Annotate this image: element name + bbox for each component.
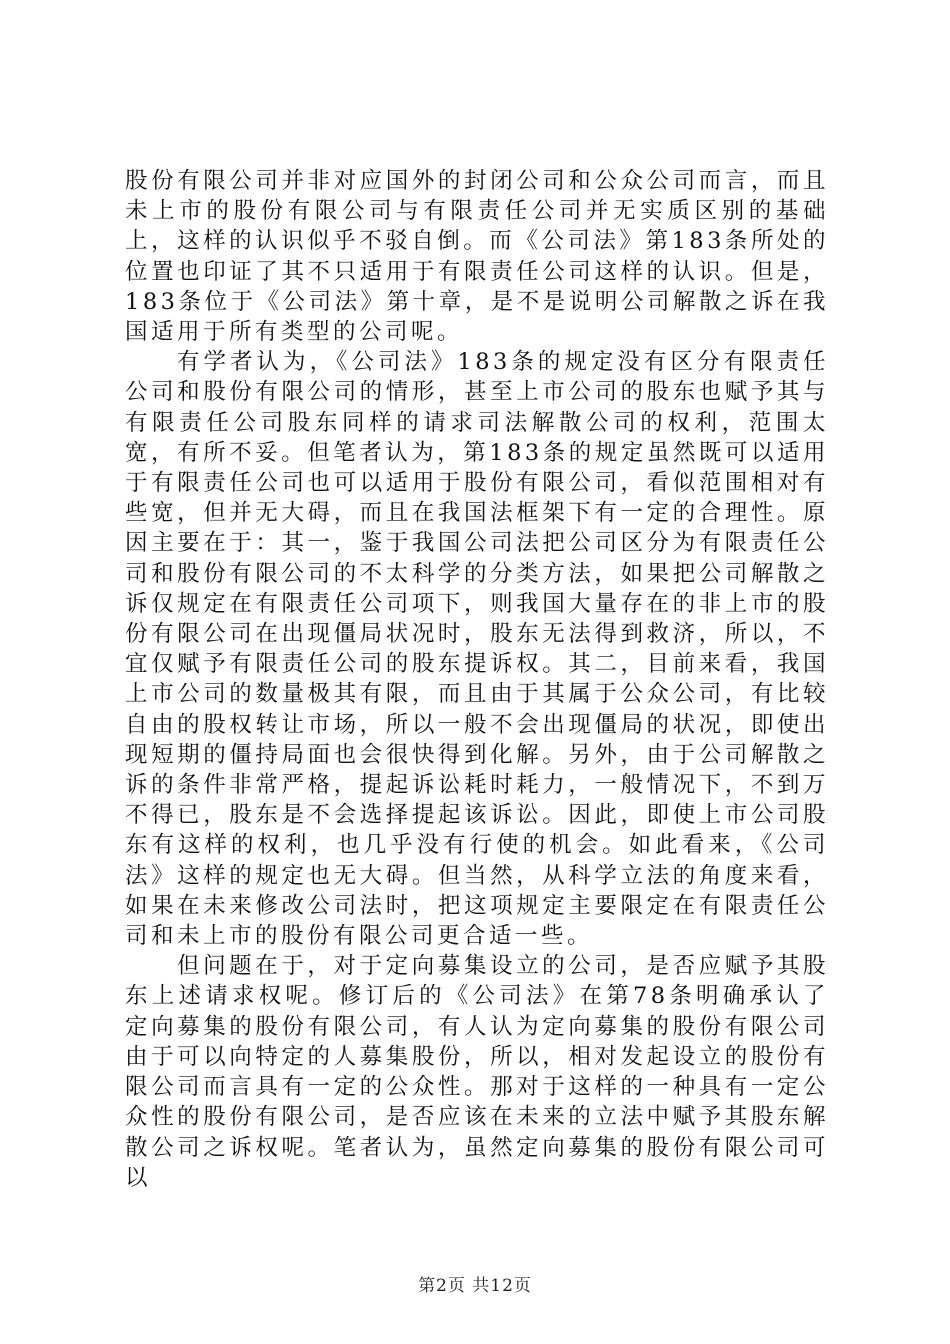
paragraph-3: 但问题在于，对于定向募集设立的公司，是否应赋予其股东上述请求权呢。修订后的《公司法》在第78条明确承认了定向募集的股份有限公司，有人认为定向募集的股份有限公司由于可以向特定的人募集股份，所以，相对发起设立的股份有限公司而言具有一定的公众性。那对于这样的一种具有一定公众性的股份有限公司，是否应该在未来的立法中赋予其股东解散公司之诉权呢。笔者认为，虽然定向募集的股份有限公司可以	[125, 953, 829, 1191]
paragraph-2: 有学者认为，《公司法》183条的规定没有区分有限责任公司和股份有限公司的情形，甚至上市公司的股东也赋予其与有限责任公司股东同样的请求司法解散公司的权利，范围太宽，有所不妥。但笔者认为，第183条的规定虽然既可以适用于有限责任公司也可以适用于股份有限公司，看似范围相对有些宽，但并无大碍，而且在我国法框架下有一定的合理性。原因主要在于：其一，鉴于我国公司法把公司区分为有限责任公司和股份有限公司的不太科学的分类方法，如果把公司解散之诉仅规定在有限责任公司项下，则我国大量存在的非上市的股份有限公司在出现僵局状况时，股东无法得到救济，所以，不宜仅赋予有限责任公司的股东提诉权。其二，目前来看，我国上市公司的数量极其有限，而且由于其属于公众公司，有比较自由的股权转让市场，所以一般不会出现僵局的状况，即使出现短期的僵持局面也会很快得到化解。另外，由于公司解散之诉的条件非常严格，提起诉讼耗时耗力，一般情况下，不到万不得已，股东是不会选择提起该诉讼。因此，即使上市公司股东有这样的权利，也几乎没有行使的机会。如此看来，《公司法》这样的规定也无大碍。但当然，从科学立法的角度来看，如果在未来修改公司法时，把这项规定主要限定在有限责任公司和未上市的股份有限公司更合适一些。	[125, 349, 829, 950]
page-number-footer: 第2页 共12页	[418, 1276, 532, 1296]
document-body	[125, 166, 829, 1193]
paragraph-1: 股份有限公司并非对应国外的封闭公司和公众公司而言，而且未上市的股份有限公司与有限责任公司并无实质区别的基础上，这样的认识似乎不驳自倒。而《公司法》第183条所处的位置也印证了其不只适用于有限责任公司这样的认识。但是，183条位于《公司法》第十章，是不是说明公司解散之诉在我国适用于所有类型的公司呢。	[125, 168, 829, 346]
